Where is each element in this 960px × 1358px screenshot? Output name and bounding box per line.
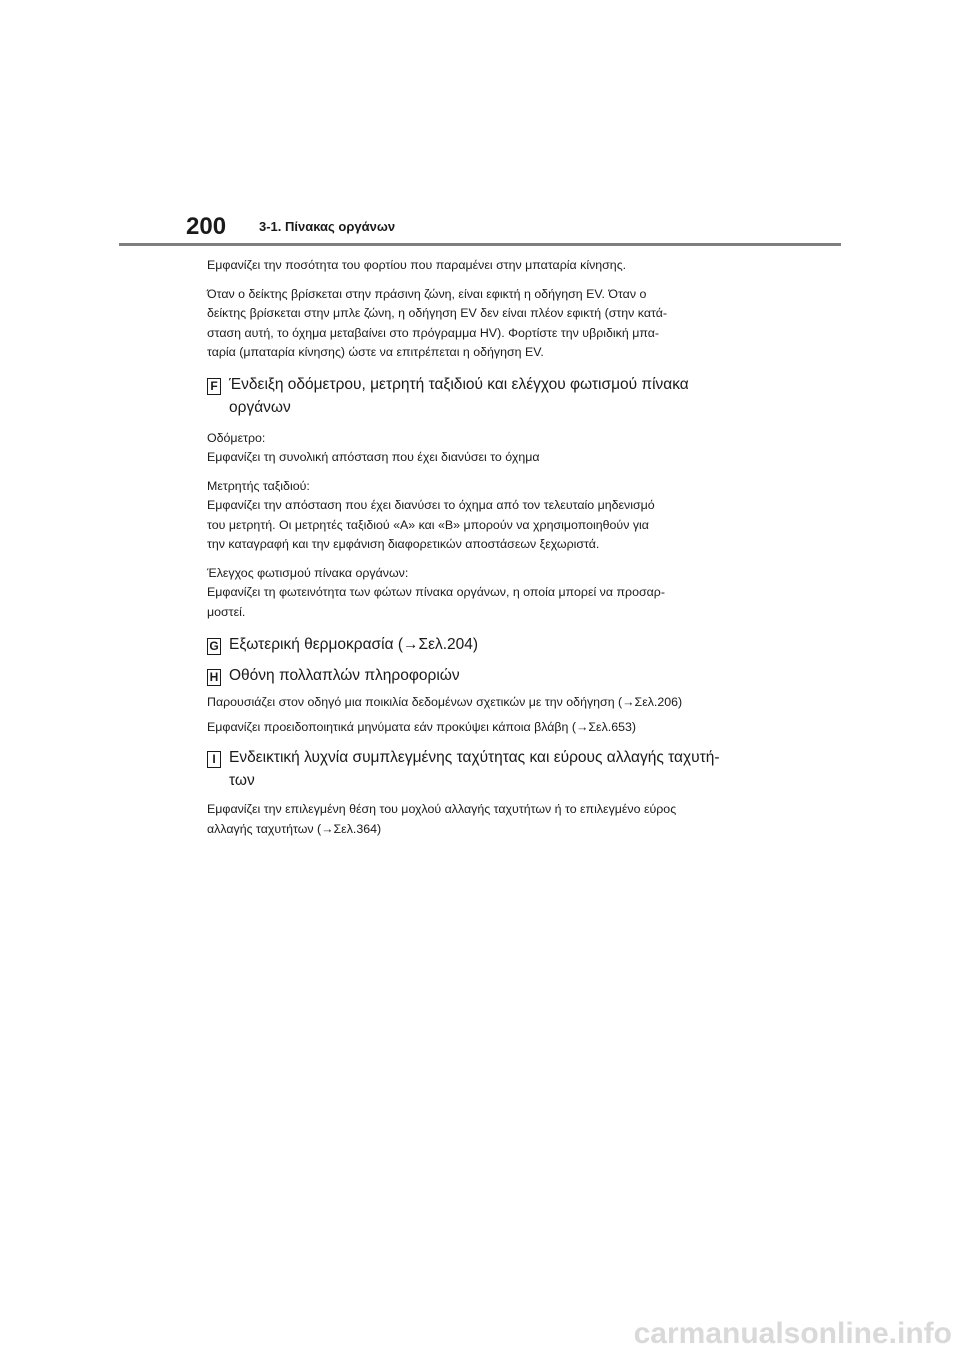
- page-content: [207, 256, 752, 848]
- intro-paragraph-1: Εμφανίζει την ποσότητα του φορτίου που παραμένει στην μπαταρία κίνησης.: [207, 258, 627, 272]
- watermark: carmanualsonline.info: [633, 1317, 952, 1350]
- section-g-heading: [207, 633, 752, 656]
- section-f-title: Ένδειξη οδόμετρου, μετρητή ταξιδιού και ελέγχου φωτισμού πίνακα οργάνων: [229, 375, 689, 416]
- header-divider: [119, 243, 841, 246]
- section-g-badge: G: [207, 638, 221, 655]
- section-i-heading: [207, 746, 752, 792]
- section-i-title: Ενδεικτική λυχνία συμπλεγμένης ταχύτητας και εύρους αλλαγής ταχυτή- των: [229, 749, 720, 789]
- section-h-badge: H: [207, 669, 221, 686]
- trip-meter-paragraph: Μετρητής ταξιδιού: Εμφανίζει την απόσταση που έχει διανύσει το όχημα από τον τελευταίο μηδενισμό του μετρητή. Οι μετρητές ταξιδιού «A» και «B» μπορούν να χρησιμοποιηθούν για την καταγραφή και την εμφάνιση διαφορετικών αποστάσεων ξεχωριστά.: [207, 478, 655, 551]
- page-number: 200: [186, 213, 227, 240]
- section-h-paragraph-1: Παρουσιάζει στον οδηγό μια ποικιλία δεδομένων σχετικών με την οδήγηση (→Σελ.206): [207, 695, 683, 709]
- page-header: [0, 0, 960, 248]
- section-g-title: Εξωτερική θερμοκρασία (→Σελ.204): [229, 636, 479, 653]
- section-f-badge: F: [207, 378, 221, 395]
- panel-light-paragraph: Έλεγχος φωτισμού πίνακα οργάνων: Εμφανίζει τη φωτεινότητα των φώτων πίνακα οργάνων, η οποία μπορεί να προσαρ- μοστεί.: [207, 565, 665, 619]
- intro-paragraph-2: Όταν ο δείκτης βρίσκεται στην πράσινη ζώνη, είναι εφικτή η οδήγηση EV. Όταν ο δείκτης βρίσκεται στην μπλε ζώνη, η οδήγηση EV δεν είναι πλέον εφικτή (στην κατά- σταση αυτή, το όχημα μεταβαίνει στο πρόγραμμα HV). Φορτίστε την υβριδική μπα- ταρία (μπαταρία κίνησης) ώστε να επιτρέπεται η οδήγηση EV.: [207, 286, 668, 359]
- section-h-title: Οθόνη πολλαπλών πληροφοριών: [229, 667, 460, 684]
- section-i-paragraph-1: Εμφανίζει την επιλεγμένη θέση του μοχλού αλλαγής ταχυτήτων ή το επιλεγμένο εύρος αλλαγής ταχυτήτων (→Σελ.364): [207, 802, 677, 836]
- section-h-heading: [207, 664, 752, 687]
- section-f-heading: [207, 373, 752, 419]
- section-i-badge: I: [207, 751, 221, 768]
- section-title: 3-1. Πίνακας οργάνων: [259, 219, 396, 234]
- section-h-paragraph-2: Εμφανίζει προειδοποιητικά μηνύματα εάν προκύψει κάποια βλάβη (→Σελ.653): [207, 719, 637, 734]
- odometer-paragraph: Οδόμετρο: Εμφανίζει τη συνολική απόσταση που έχει διανύσει το όχημα: [207, 430, 540, 464]
